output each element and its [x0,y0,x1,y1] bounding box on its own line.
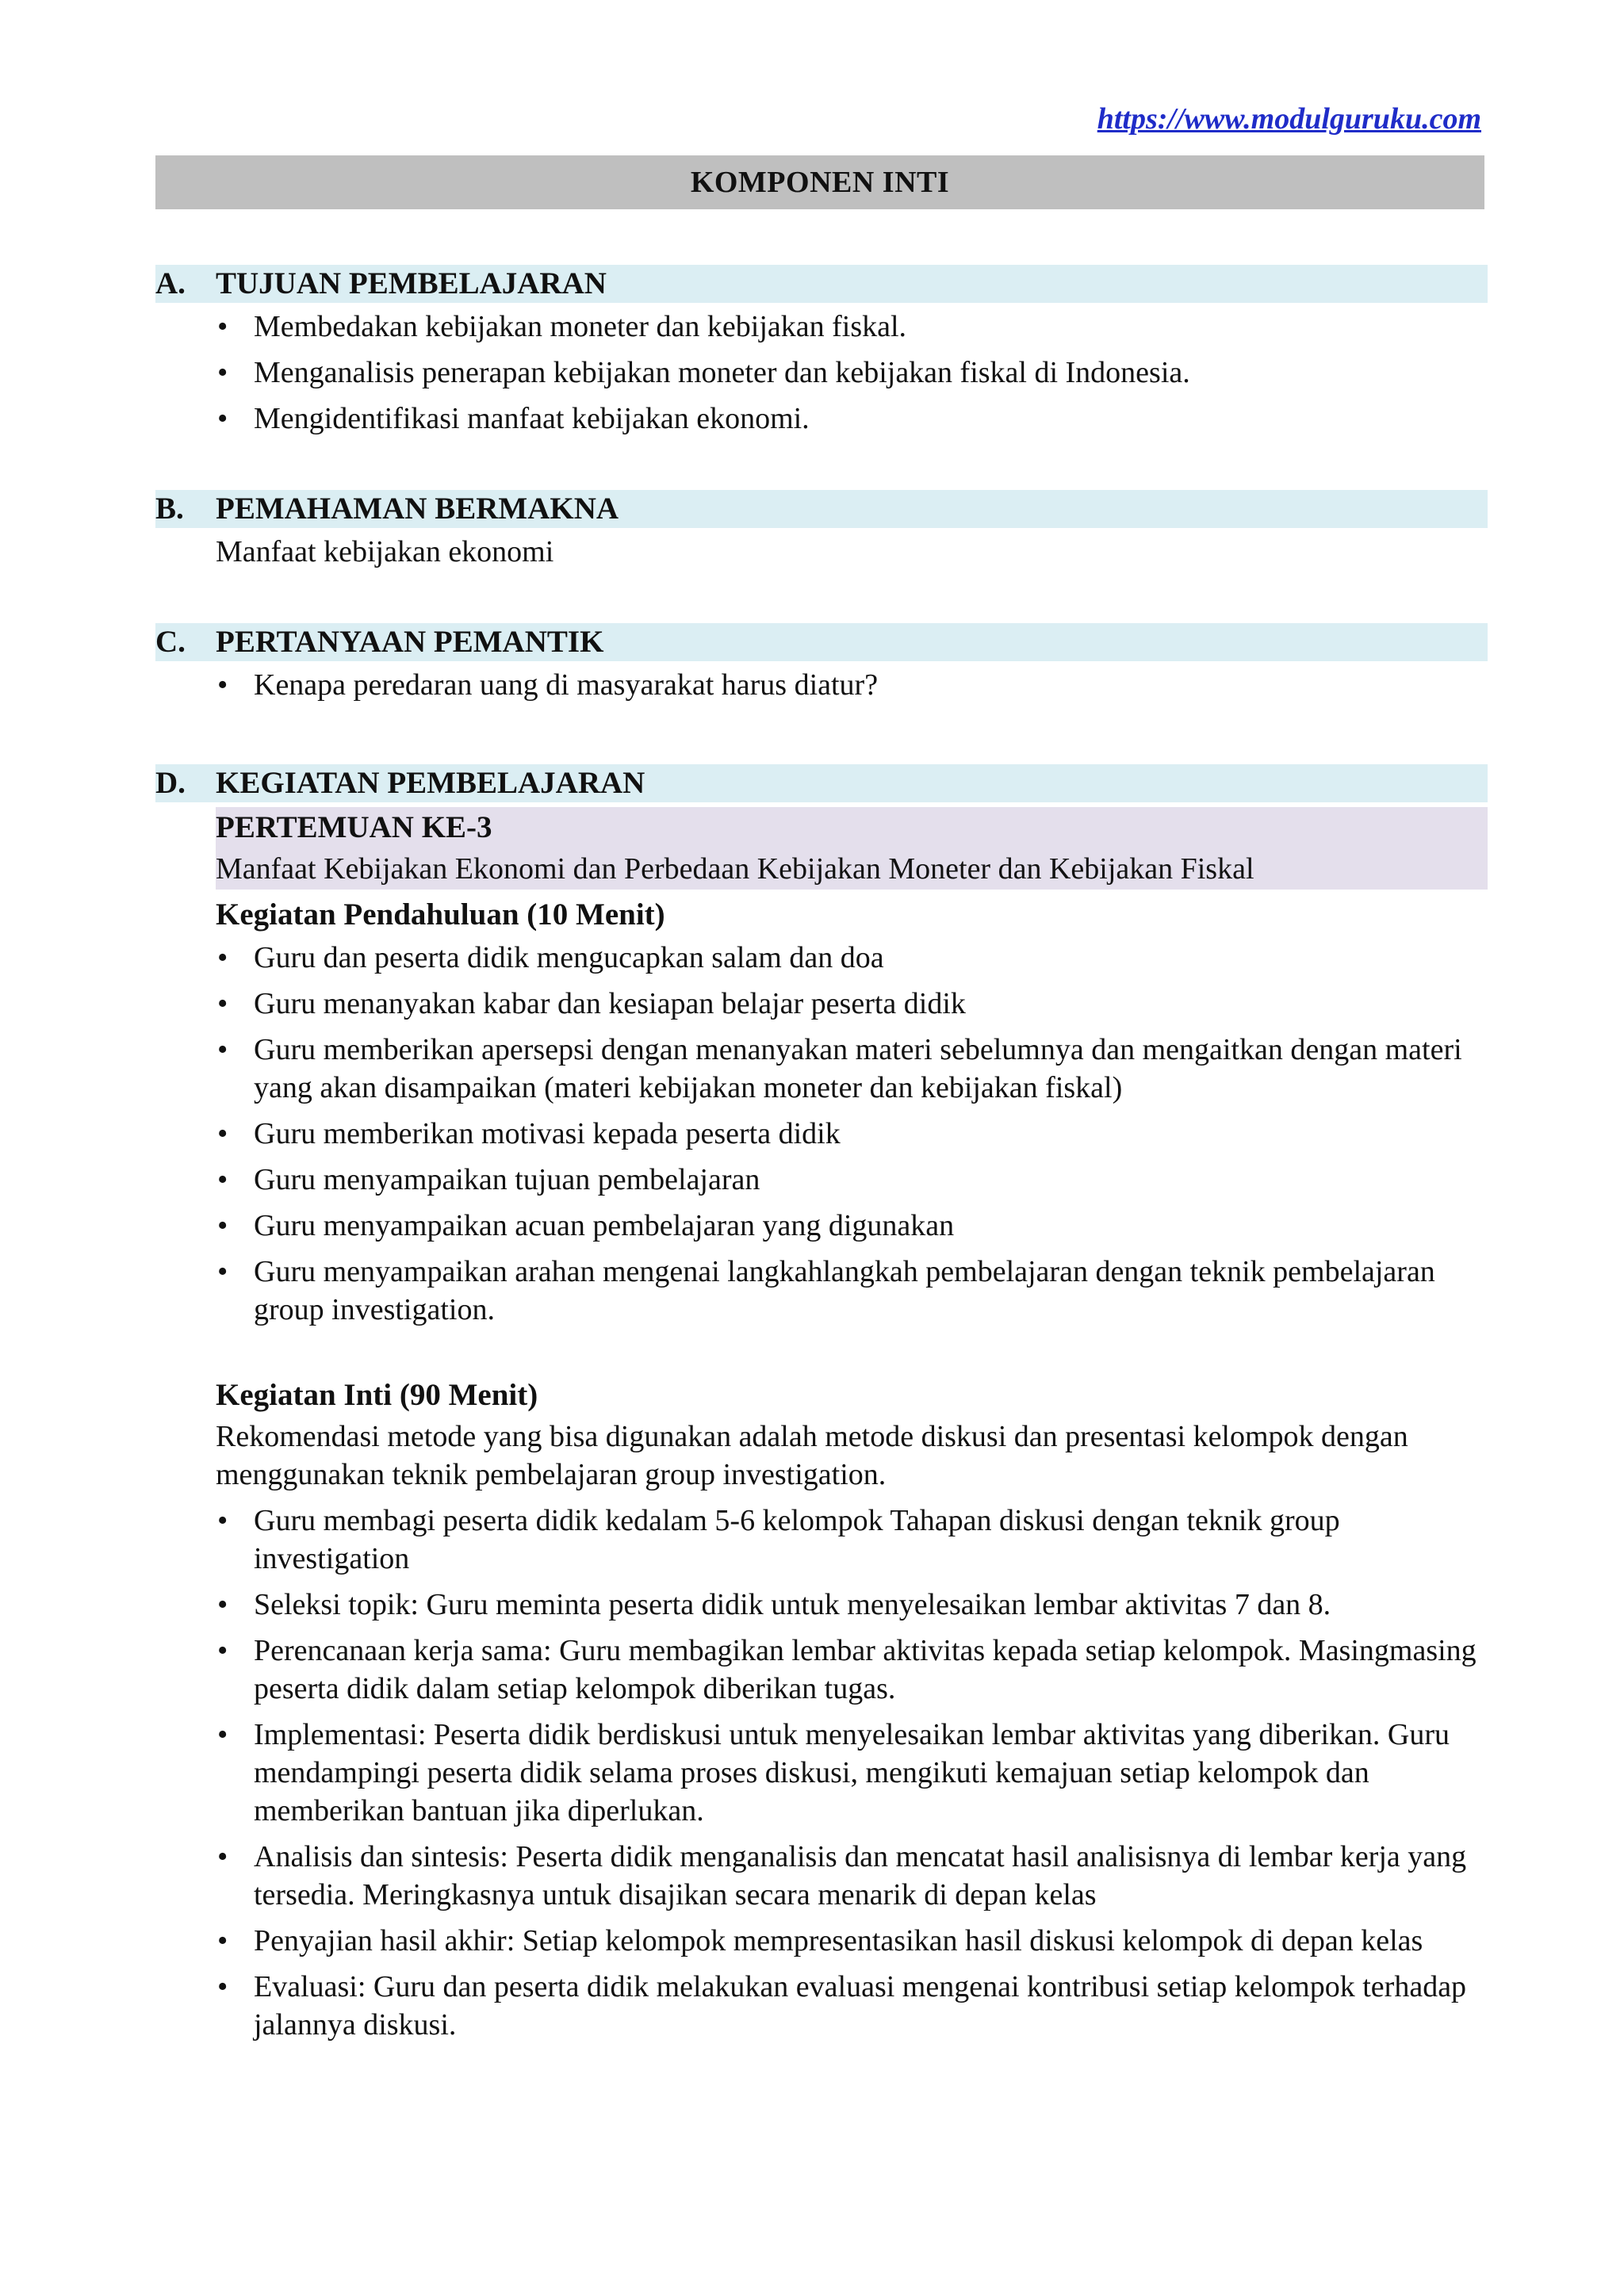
meeting-subtitle: Manfaat Kebijakan Ekonomi dan Perbedaan Kebijakan Moneter dan Kebijakan Fiskal [216,852,1254,886]
pendahuluan-list [155,939,1488,1329]
section-a-letter: A. [155,266,186,300]
section-a-list [155,308,1488,438]
bullet-icon: • [217,402,228,435]
section-c-heading [155,623,1488,661]
section-b-text: Manfaat kebijakan ekonomi [216,535,554,568]
list-item: • Guru menyampaikan acuan pembelajaran yang digunakan [155,1207,1488,1245]
bullet-icon: • [217,1840,228,1873]
bullet-icon: • [217,310,228,343]
bullet-icon: • [217,1209,228,1242]
bullet-icon: • [217,356,228,389]
site-link[interactable]: https://www.modulguruku.com [1097,102,1481,136]
inti-list [155,1502,1488,2044]
banner-title [155,155,1484,209]
list-item: • Implementasi: Peserta didik berdiskusi untuk menyelesaikan lembar aktivitas yang diberikan. Guru mendampingi peserta didik selama proses diskusi, mengikuti kemajuan setiap kelompok dan memberikan bantuan jika diperlukan. [155,1716,1488,1830]
bullet-icon: • [217,1117,228,1150]
banner-title-text: KOMPONEN INTI [690,166,950,199]
bullet-icon: • [217,1163,228,1196]
bullet-icon: • [217,1718,228,1751]
list-item: • Analisis dan sintesis: Peserta didik menganalisis dan mencatat hasil analisisnya di lembar kerja yang tersedia. Meringkasnya untuk disajikan secara menarik di depan kelas [155,1838,1488,1914]
list-item: • Seleksi topik: Guru meminta peserta didik untuk menyelesaikan lembar aktivitas 7 dan 8. [155,1586,1488,1624]
list-item: • Membedakan kebijakan moneter dan kebijakan fiskal. [155,308,1488,346]
list-item: • Guru menanyakan kabar dan kesiapan belajar peserta didik [155,985,1488,1023]
bullet-icon: • [217,1504,228,1537]
bullet-icon: • [217,668,228,702]
list-item: • Guru memberikan apersepsi dengan menanyakan materi sebelumnya dan mengaitkan dengan materi yang akan disampaikan (materi kebijakan moneter dan kebijakan fiskal) [155,1031,1488,1107]
list-item: • Perencanaan kerja sama: Guru membagikan lembar aktivitas kepada setiap kelompok. Masingmasing peserta didik dalam setiap kelompok diberikan tugas. [155,1632,1488,1708]
list-item: • Guru membagi peserta didik kedalam 5-6 kelompok Tahapan diskusi dengan teknik group investigation [155,1502,1488,1578]
list-item: • Evaluasi: Guru dan peserta didik melakukan evaluasi mengenai kontribusi setiap kelompok terhadap jalannya diskusi. [155,1968,1488,2044]
list-item: • Menganalisis penerapan kebijakan moneter dan kebijakan fiskal di Indonesia. [155,354,1488,392]
bullet-icon: • [217,1588,228,1621]
bullet-icon: • [217,941,228,974]
list-item: • Guru menyampaikan arahan mengenai langkahlangkah pembelajaran dengan teknik pembelajaran group investigation. [155,1253,1488,1329]
bullet-icon: • [217,987,228,1020]
section-c-title: PERTANYAAN PEMANTIK [216,625,604,659]
section-b-letter: B. [155,492,184,526]
section-d-heading [155,764,1488,802]
section-d-letter: D. [155,766,186,800]
section-a-heading [155,265,1488,303]
section-c-letter: C. [155,625,186,659]
list-item: • Guru memberikan motivasi kepada peserta didik [155,1115,1488,1153]
section-b-title: PEMAHAMAN BERMAKNA [216,492,619,526]
section-d-title: KEGIATAN PEMBELAJARAN [216,766,645,800]
main-content [155,265,1488,2052]
list-item: • Penyajian hasil akhir: Setiap kelompok mempresentasikan hasil diskusi kelompok di depan kelas [155,1922,1488,1960]
section-c-list [155,666,1488,704]
list-item: • Guru menyampaikan tujuan pembelajaran [155,1161,1488,1199]
bullet-icon: • [217,1970,228,2003]
section-a-title: TUJUAN PEMBELAJARAN [216,266,607,300]
list-item: • Guru dan peserta didik mengucapkan salam dan doa [155,939,1488,977]
bullet-icon: • [217,1634,228,1667]
list-item: • Mengidentifikasi manfaat kebijakan ekonomi. [155,400,1488,438]
list-item: • Kenapa peredaran uang di masyarakat harus diatur? [155,666,1488,704]
bullet-icon: • [217,1033,228,1066]
bullet-icon: • [217,1255,228,1288]
meeting-box [216,807,1488,890]
bullet-icon: • [217,1924,228,1957]
section-b-heading [155,490,1488,528]
meeting-title: PERTEMUAN KE-3 [216,810,492,844]
pendahuluan-heading: Kegiatan Pendahuluan (10 Menit) [216,897,665,932]
inti-heading: Kegiatan Inti (90 Menit) [216,1378,538,1412]
inti-intro: Rekomendasi metode yang bisa digunakan adalah metode diskusi dan presentasi kelompok dengan menggunakan teknik pembelajaran group investigation. [216,1420,1408,1491]
